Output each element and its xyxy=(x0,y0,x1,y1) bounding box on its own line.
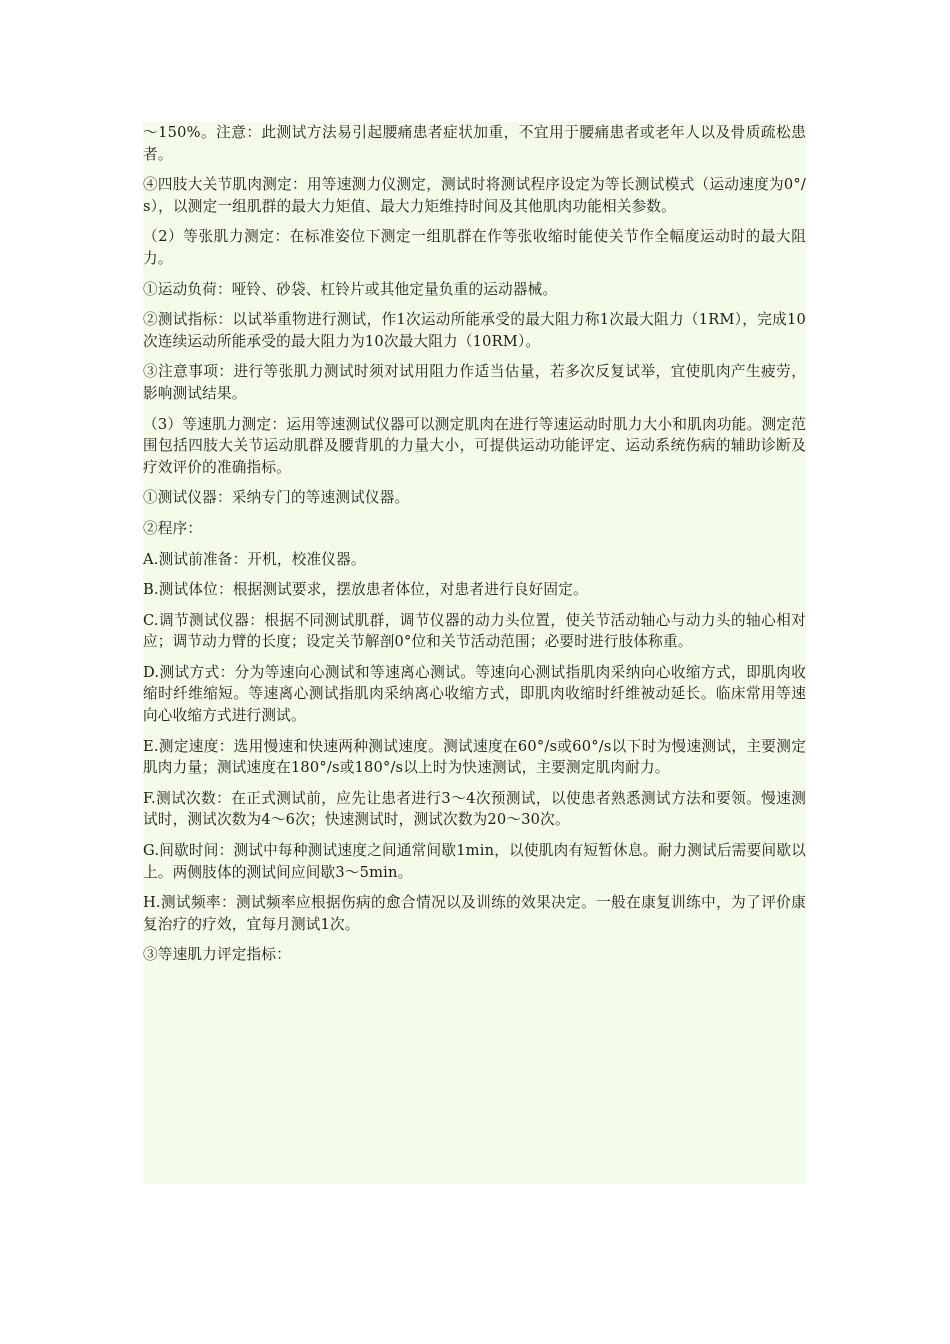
paragraph-limb-joint-test: ④四肢大关节肌肉测定：用等速测力仪测定，测试时将测试程序设定为等长测试模式（运动速度为0°/s），以测定一组肌群的最大力矩值、最大力矩维持时间及其他肌肉功能相关参数。 xyxy=(143,176,806,215)
paragraph-isokinetic-test: （3）等速肌力测定：运用等速测试仪器可以测定肌肉在进行等速运动时肌力大小和肌肉功能。测定范围包括四肢大关节运动肌群及腰背肌的力量大小，可提供运动功能评定、运动系统伤病的辅助诊断及疗效评价的准确指标。 xyxy=(143,415,806,476)
paragraph-step-e: E.测定速度：选用慢速和快速两种测试速度。测试速度在60°/s或60°/s以下时为慢速测试，主要测定肌肉力量；测试速度在180°/s或180°/s以上时为快速测试，主要测定肌肉耐力。 xyxy=(143,737,806,777)
paragraph-step-a: A.测试前准备：开机，校准仪器。 xyxy=(143,550,366,568)
paragraph-continuation: ～150%。注意：此测试方法易引起腰痛患者症状加重，不宜用于腰痛患者或老年人以及骨质疏松患者。 xyxy=(143,124,806,163)
document-content xyxy=(143,122,806,1184)
paragraph-procedure: ②程序： xyxy=(143,519,203,537)
paragraph-isotonic-test: （2）等张肌力测定：在标准姿位下测定一组肌群在作等张收缩时能使关节作全幅度运动时的最大阻力。 xyxy=(143,228,806,267)
paragraph-step-c: C.调节测试仪器：根据不同测试肌群，调节仪器的动力头位置，使关节活动轴心与动力头的轴心相对应；调节动力臂的长度；设定关节解剖0°位和关节活动范围；必要时进行肢体称重。 xyxy=(143,611,806,651)
paragraph-step-d: D.测试方式：分为等速向心测试和等速离心测试。等速向心测试指肌肉采纳向心收缩方式，即肌肉收缩时纤维缩短。等速离心测试指肌肉采纳离心收缩方式，即肌肉收缩时纤维被动延长。临床常用等速向心收缩方式进行测试。 xyxy=(143,663,806,725)
paragraph-test-instrument: ①测试仪器：采纳专门的等速测试仪器。 xyxy=(143,489,410,507)
paragraph-step-b: B.测试体位：根据测试要求，摆放患者体位，对患者进行良好固定。 xyxy=(143,581,588,599)
paragraph-step-h: H.测试频率：测试频率应根据伤病的愈合情况以及训练的效果决定。一般在康复训练中，为了评价康复治疗的疗效，宜每月测试1次。 xyxy=(143,894,806,933)
paragraph-step-g: G.间歇时间：测试中每种测试速度之间通常间歇1min，以使肌肉有短暂休息。耐力测试后需要间歇以上。两侧肢体的测试间应间歇3～5min。 xyxy=(143,842,806,881)
paragraph-test-indicators: ②测试指标：以试举重物进行测试，作1次运动所能承受的最大阻力称1次最大阻力（1RM），完成10次连续运动所能承受的最大阻力为10次最大阻力（10RM）。 xyxy=(143,311,806,350)
paragraph-evaluation-indicators: ③等速肌力评定指标： xyxy=(143,946,291,964)
paragraph-exercise-load: ①运动负荷：哑铃、砂袋、杠铃片或其他定量负重的运动器械。 xyxy=(143,280,558,298)
paragraph-precautions: ③注意事项：进行等张肌力测试时须对试用阻力作适当估量，若多次反复试举，宜使肌肉产生疲劳，影响测试结果。 xyxy=(143,363,806,402)
paragraph-step-f: F.测试次数：在正式测试前，应先让患者进行3～4次预测试，以使患者熟悉测试方法和要领。慢速测试时，测试次数为4～6次；快速测试时，测试次数为20～30次。 xyxy=(143,789,806,829)
